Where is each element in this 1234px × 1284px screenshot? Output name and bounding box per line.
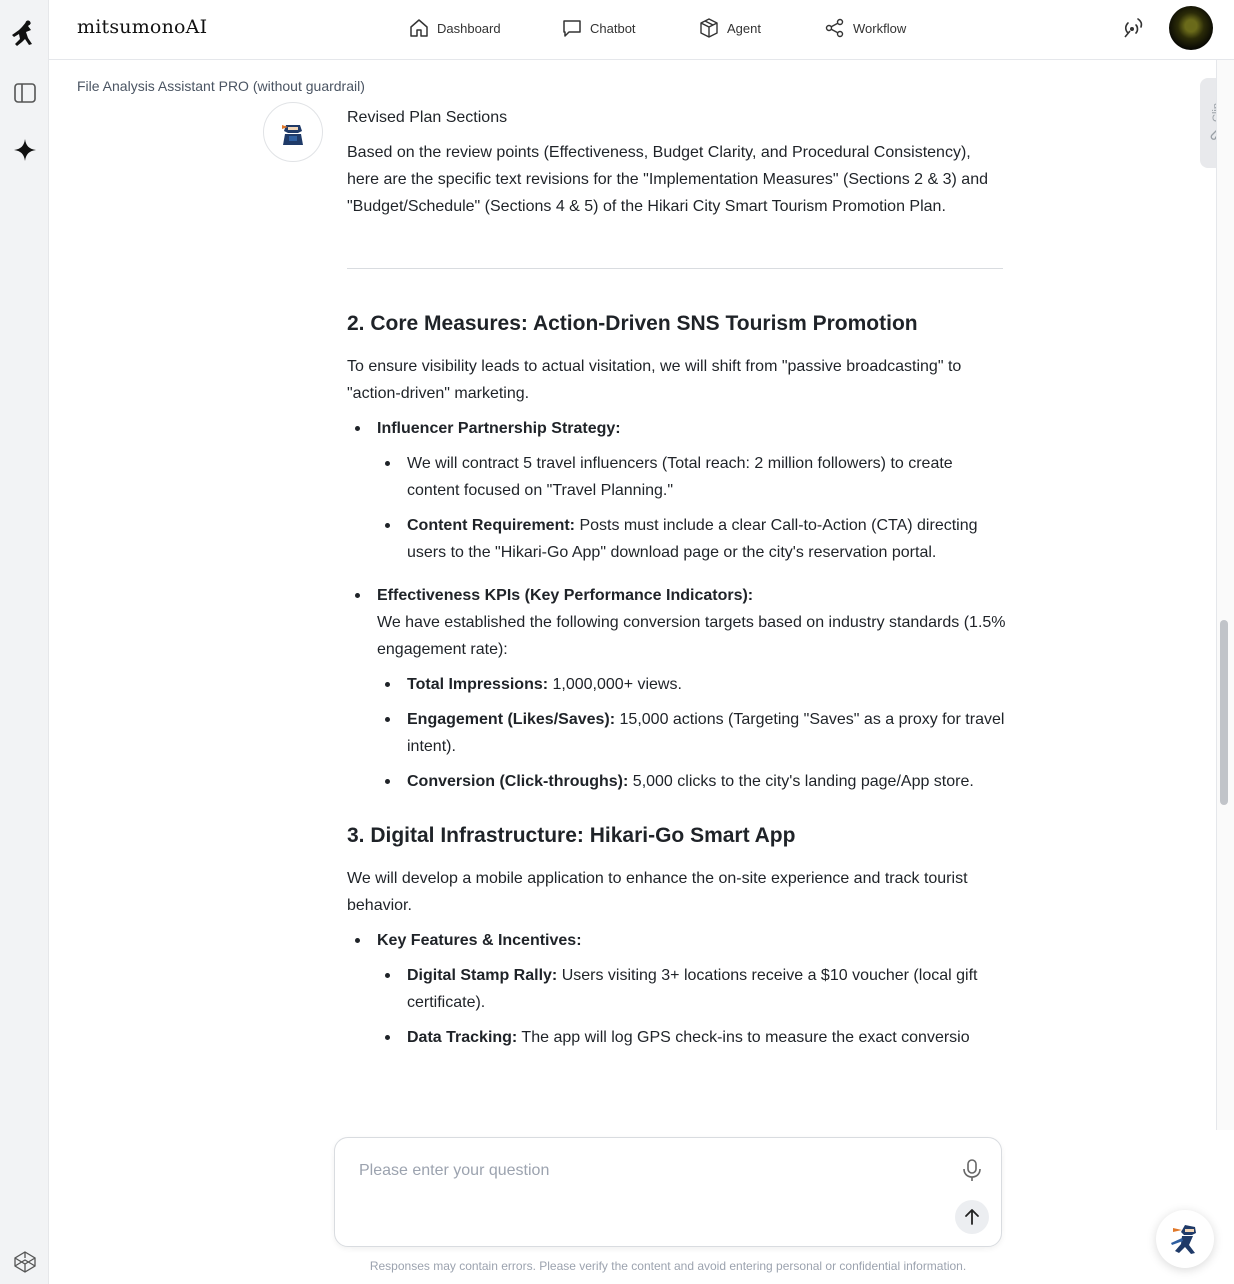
sub-list — [377, 671, 1007, 795]
chat-bubble-icon — [562, 18, 582, 38]
sub-list — [377, 450, 1007, 566]
item-label: Total Impressions: — [407, 676, 549, 693]
divider — [347, 268, 1003, 269]
item-label: Digital Stamp Rally: — [407, 967, 558, 984]
item-label: Data Tracking: — [407, 1029, 518, 1046]
item-text: The app will log GPS check-ins to measure the exact conversio — [517, 1029, 970, 1046]
disclaimer-text: Responses may contain errors. Please verify the content and avoid entering personal or confidential information. — [369, 1259, 967, 1273]
ninja-logo-icon[interactable] — [9, 18, 41, 50]
nav-chatbot[interactable] — [562, 16, 636, 40]
item-label: Engagement (Likes/Saves): — [407, 711, 616, 728]
nav-workflow-label: Workflow — [853, 20, 907, 36]
assistant-fab-button[interactable] — [1156, 1210, 1214, 1268]
section-2-heading: 2. Core Measures: Action-Driven SNS Tourism Promotion — [347, 312, 918, 335]
list-item — [377, 415, 1007, 574]
cube-icon — [699, 18, 719, 38]
list-item — [407, 706, 1007, 760]
share-nodes-icon — [825, 18, 845, 38]
item-label: Conversion (Click-throughs): — [407, 773, 629, 790]
bullet-label: Key Features & Incentives: — [377, 932, 582, 949]
list-item — [407, 671, 1007, 698]
sub-list — [377, 962, 1007, 1051]
ninja-bot-icon — [276, 115, 310, 149]
item-text: Users visiting 3+ locations receive a $10 voucher (local gift certificate). — [407, 967, 978, 1011]
section-2-intro: To ensure visibility leads to actual visitation, we will shift from "passive broadcasting" to "action-driven" marketing. — [347, 358, 962, 402]
list-item — [407, 1024, 1007, 1051]
nav-chatbot-label: Chatbot — [590, 20, 636, 36]
bullet-label: Influencer Partnership Strategy: — [377, 420, 621, 437]
broadcast-icon[interactable] — [1121, 16, 1145, 40]
left-rail — [0, 0, 49, 1284]
scrollbar-thumb[interactable] — [1220, 620, 1228, 805]
list-item — [407, 450, 1007, 504]
list-item — [407, 962, 1007, 1016]
home-icon — [409, 18, 429, 38]
spacer — [377, 566, 1007, 574]
question-input[interactable]: Please enter your question — [359, 1162, 550, 1179]
item-text: 5,000 clicks to the city's landing page/App store. — [628, 773, 974, 790]
section-3-list — [347, 927, 1007, 1051]
section-2-list — [347, 415, 1007, 795]
spacer — [347, 795, 1007, 821]
question-input-box[interactable] — [334, 1137, 1002, 1247]
page-subtitle: File Analysis Assistant PRO (without guardrail) — [77, 78, 365, 94]
microphone-icon[interactable] — [961, 1158, 983, 1182]
nav-agent-label: Agent — [727, 20, 761, 36]
message-intro: Based on the review points (Effectiveness, Budget Clarity, and Procedural Consistency), here are the specific text revisions for the "Implementation Measures" (Sections 2 & 3) and "Budget/Schedule" (Sections 4 & 5) of the Hikari City Smart Tourism Promotion Plan. — [347, 144, 988, 215]
nav-workflow[interactable] — [825, 16, 906, 40]
item-text: 1,000,000+ views. — [548, 676, 682, 693]
section-3-heading: 3. Digital Infrastructure: Hikari-Go Smart App — [347, 824, 796, 847]
codepen-icon[interactable] — [12, 1249, 38, 1275]
top-header — [49, 0, 1234, 60]
sparkle-icon[interactable] — [12, 137, 38, 163]
assistant-avatar — [263, 102, 323, 162]
brand-name: mitsumonoAI — [77, 16, 208, 38]
arrow-up-icon — [963, 1208, 981, 1226]
list-item — [377, 582, 1007, 795]
section-3-intro: We will develop a mobile application to enhance the on-site experience and track tourist behavior. — [347, 870, 968, 914]
sidebar-toggle-icon[interactable] — [12, 80, 38, 106]
bullet-label: Effectiveness KPIs (Key Performance Indicators): — [377, 587, 754, 604]
list-item — [377, 927, 1007, 1051]
assistant-message — [347, 104, 1007, 1130]
list-item — [407, 768, 1007, 795]
scrollbar-track[interactable] — [1216, 60, 1234, 1130]
nav-dashboard[interactable] — [409, 16, 501, 40]
item-text: We will contract 5 travel influencers (Total reach: 2 million followers) to create content focused on "Travel Planning." — [407, 455, 953, 499]
nav-agent[interactable] — [699, 16, 761, 40]
item-label: Content Requirement: — [407, 517, 575, 534]
message-title: Revised Plan Sections — [347, 109, 508, 126]
user-avatar[interactable] — [1169, 6, 1213, 50]
send-button[interactable] — [955, 1200, 989, 1234]
kpi-intro: We have established the following conversion targets based on industry standards (1.5% engagement rate): — [377, 614, 1006, 658]
item-text: 15,000 actions (Targeting "Saves" as a proxy for travel intent). — [407, 711, 1005, 755]
ninja-mascot-icon — [1165, 1219, 1205, 1259]
item-text: Posts must include a clear Call-to-Action (CTA) directing users to the "Hikari-Go App" download page or the city's reservation portal. — [407, 517, 978, 561]
list-item — [407, 512, 1007, 566]
nav-dashboard-label: Dashboard — [437, 20, 501, 36]
